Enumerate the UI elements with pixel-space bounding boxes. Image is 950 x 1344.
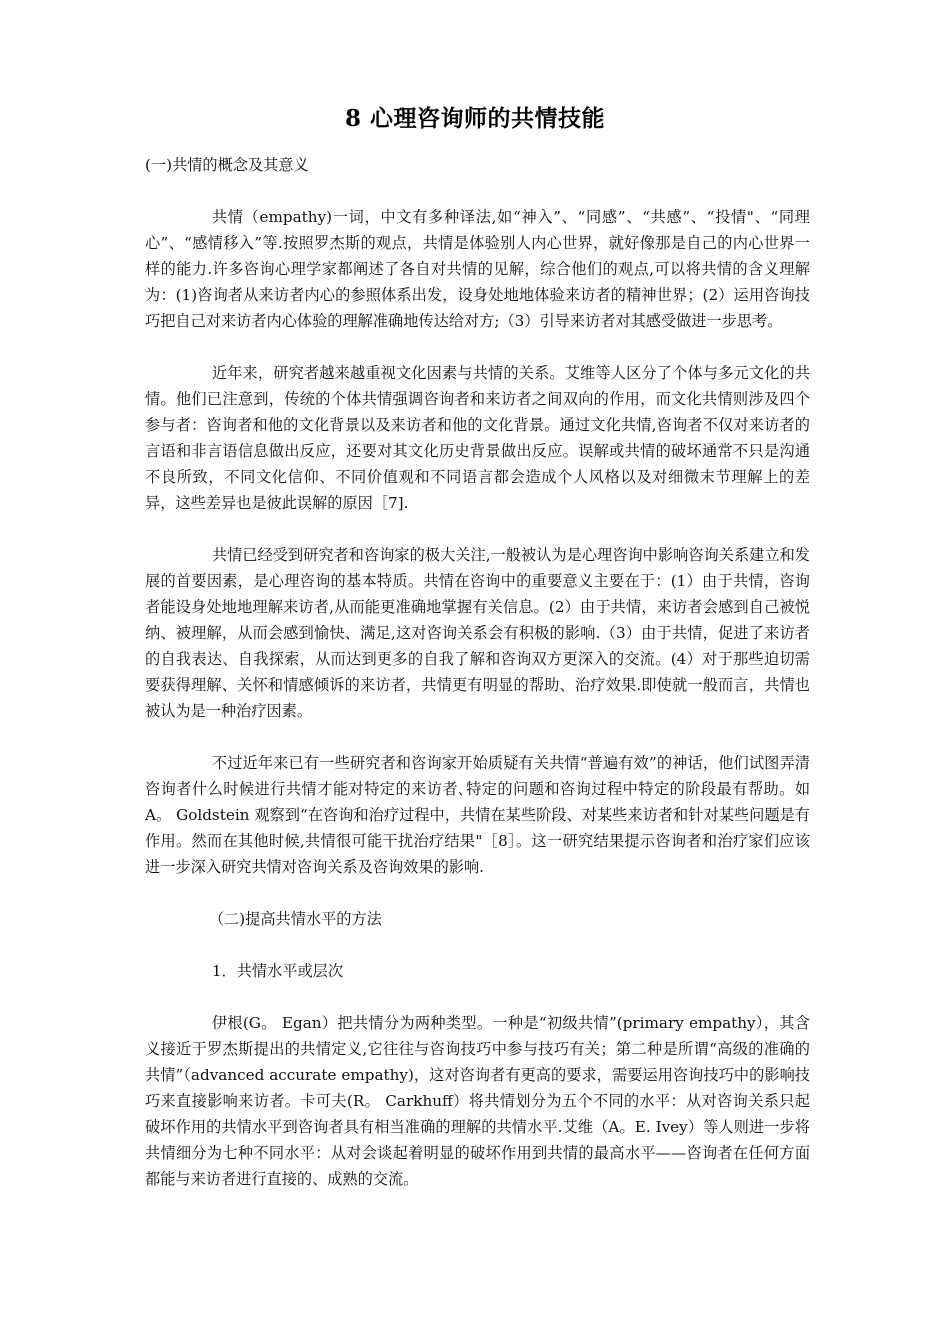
paragraph-gap	[145, 516, 810, 542]
paragraph-empathy-questioned: 不过近年来已有一些研究者和咨询家开始质疑有关共情“普遍有效”的神话，他们试图弄清咨询者什么时候进行共情才能对特定的来访者､特定的问题和咨询过程中特定的阶段最有帮助。如 A。 Goldstein 观察到“在咨询和治疗过程中，共情在某些阶段、对某些来访者和针对某些问题是有作用。然而在其他时候,共情很可能干扰治疗结果"［8］。这一研究结果提示咨询者和治疗家们应该进一步深入研究共情对咨询关系及咨询效果的影响.	[145, 754, 810, 876]
paragraph-gap	[145, 880, 810, 906]
paragraph-empathy-significance: 共情已经受到研究者和咨询家的极大关注,一般被认为是心理咨询中影响咨询关系建立和发展的首要因素，是心理咨询的基本特质。共情在咨询中的重要意义主要在于：(1）由于共情，咨询者能设身处地地理解来访者,从而能更准确地掌握有关信息。(2）由于共情，来访者会感到自己被悦纳、被理解，从而会感到愉快、满足,这对咨询关系会有积极的影响.（3）由于共情，促进了来访者的自我表达、自我探索，从而达到更多的自我了解和咨询双方更深入的交流。(4）对于那些迫切需要获得理解、关怀和情感倾诉的来访者，共情更有明显的帮助、治疗效果.即使就一般而言，共情也被认为是一种治疗因素。	[145, 546, 810, 720]
document-body	[145, 152, 810, 1192]
document-title: 8 心理咨询师的共情技能	[344, 105, 605, 132]
paragraph-gap	[145, 984, 810, 1010]
paragraph-cultural-empathy: 近年来，研究者越来越重视文化因素与共情的关系。艾维等人区分了个体与多元文化的共情。他们已注意到，传统的个体共情强调咨询者和来访者之间双向的作用，而文化共情则涉及四个参与者：咨询者和他的文化背景以及来访者和他的文化背景。通过文化共情,咨询者不仅对来访者的言语和非言语信息做出反应，还要对其文化历史背景做出反应。误解或共情的破坏通常不只是沟通不良所致，不同文化信仰、不同价值观和不同语言都会造成个人风格以及对细微末节理解上的差异，这些差异也是彼此误解的原因［7].	[145, 364, 810, 512]
section-heading-2: （二)提高共情水平的方法	[208, 910, 382, 928]
paragraph-empathy-levels: 伊根(G。 Egan）把共情分为两种类型。一种是“初级共情”(primary empathy），其含义接近于罗杰斯提出的共情定义,它往往与咨询技巧中参与技巧有关；第二种是所谓“高级的准确的共情”（advanced accurate empathy)，这对咨询者有更高的要求，需要运用咨询技巧中的影响技巧来直接影响来访者。卡可夫(R。 Carkhuff）将共情划分为五个不同的水平：从对咨询关系只起破坏作用的共情水平到咨询者具有相当准确的理解的共情水平.艾维（A。E. Ivey）等人则进一步将共情细分为七种不同水平：从对会谈起着明显的破坏作用到共情的最高水平——咨询者在任何方面都能与来访者进行直接的、成熟的交流。	[145, 1014, 810, 1188]
section-heading-1: (一)共情的概念及其意义	[145, 156, 309, 174]
paragraph-gap	[145, 178, 810, 204]
paragraph-gap	[145, 724, 810, 750]
subsection-heading-1: 1．共情水平或层次	[211, 962, 344, 980]
paragraph-gap	[145, 932, 810, 958]
paragraph-empathy-definition: 共情（empathy)一词，中文有多种译法,如“神入”、“同感”、“共感”、“投情"、“同理心”、“感情移入”等.按照罗杰斯的观点，共情是体验别人内心世界，就好像那是自己的内心世界一样的能力.许多咨询心理学家都阐述了各自对共情的见解，综合他们的观点,可以将共情的含义理解为：(1)咨询者从来访者内心的参照体系出发，设身处地地体验来访者的精神世界；(2）运用咨询技巧把自己对来访者内心体验的理解准确地传达给对方;（3）引导来访者对其感受做进一步思考。	[145, 208, 810, 330]
paragraph-gap	[145, 334, 810, 360]
